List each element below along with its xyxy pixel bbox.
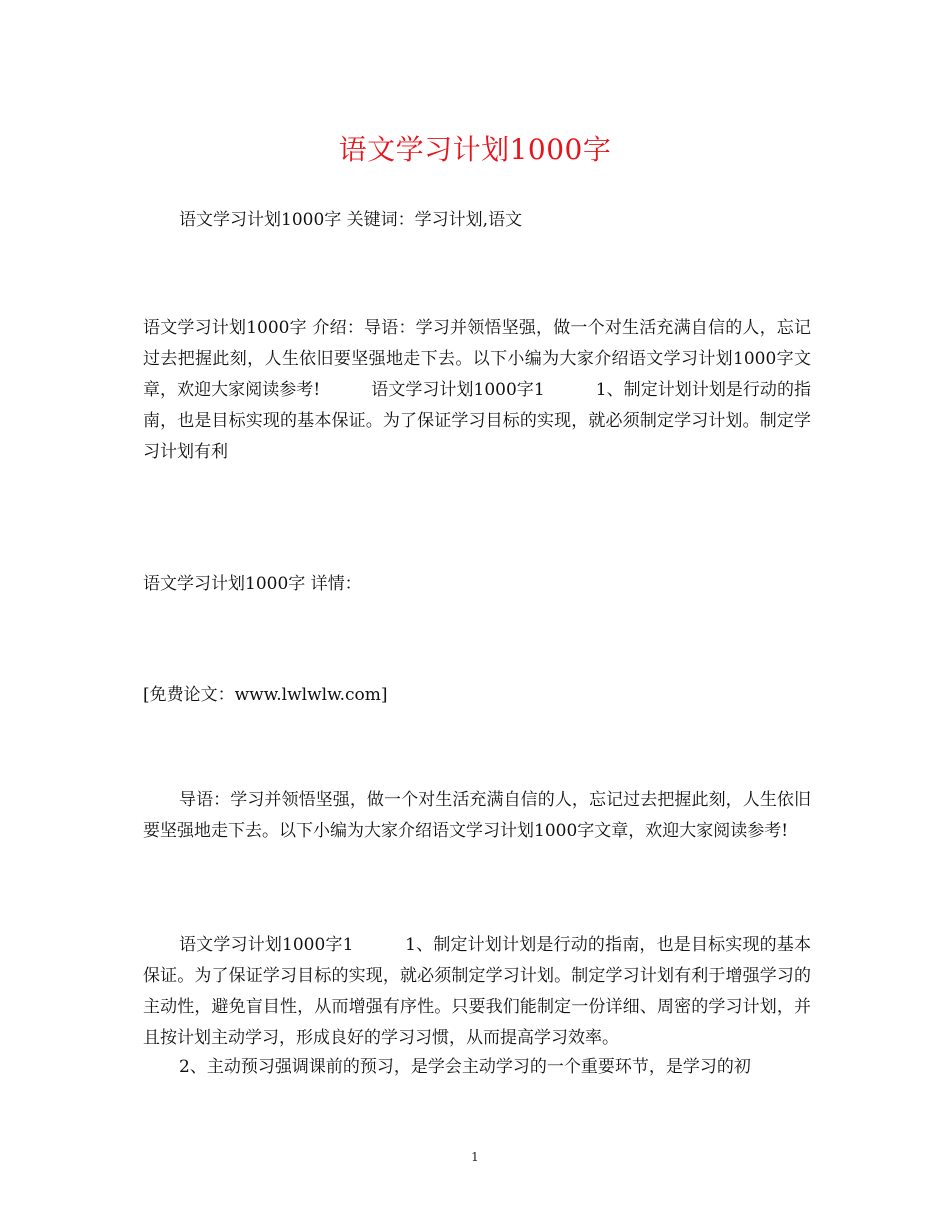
body-paragraph: 语文学习计划1000字1 1、制定计划计划是行动的指南，也是目标实现的基本保证。为了保证学习目标的实现，就必须制定学习计划。制定学习计划有利于增强学习的主动性，避免盲目性，从而增强有序性。只要我们能制定一份详细、周密的学习计划，并且按计划主动学习，形成良好的学习习惯，从而提高学习效率。 [143,935,811,1048]
page-number: 1 [471,1150,479,1164]
keywords-line: 语文学习计划1000字 关键词：学习计划,语文 [179,210,523,230]
details-label: 语文学习计划1000字 详情： [143,574,362,594]
lead-paragraph: 导语：学习并领悟坚强，做一个对生活充满自信的人，忘记过去把握此刻，人生依旧要坚强地走下去。以下小编为大家介绍语文学习计划1000字文章，欢迎大家阅读参考! [143,790,811,841]
document-title: 语文学习计划1000字 [338,133,612,166]
source-link[interactable]: [免费论文：www.lwlwlw.com] [143,685,388,705]
body-paragraph: 2、主动预习强调课前的预习，是学会主动学习的一个重要环节，是学习的初 [179,1057,751,1077]
intro-paragraph: 语文学习计划1000字 介绍：导语：学习并领悟坚强，做一个对生活充满自信的人，忘记过去把握此刻，人生依旧要坚强地走下去。以下小编为大家介绍语文学习计划1000字文章，欢迎大家阅读参考! 语文学习计划1000字1 1、制定计划计划是行动的指南，也是目标实现的基本保证。为了保证学习目标的实现，就必须制定学习计划。制定学习计划有利 [143,318,811,462]
